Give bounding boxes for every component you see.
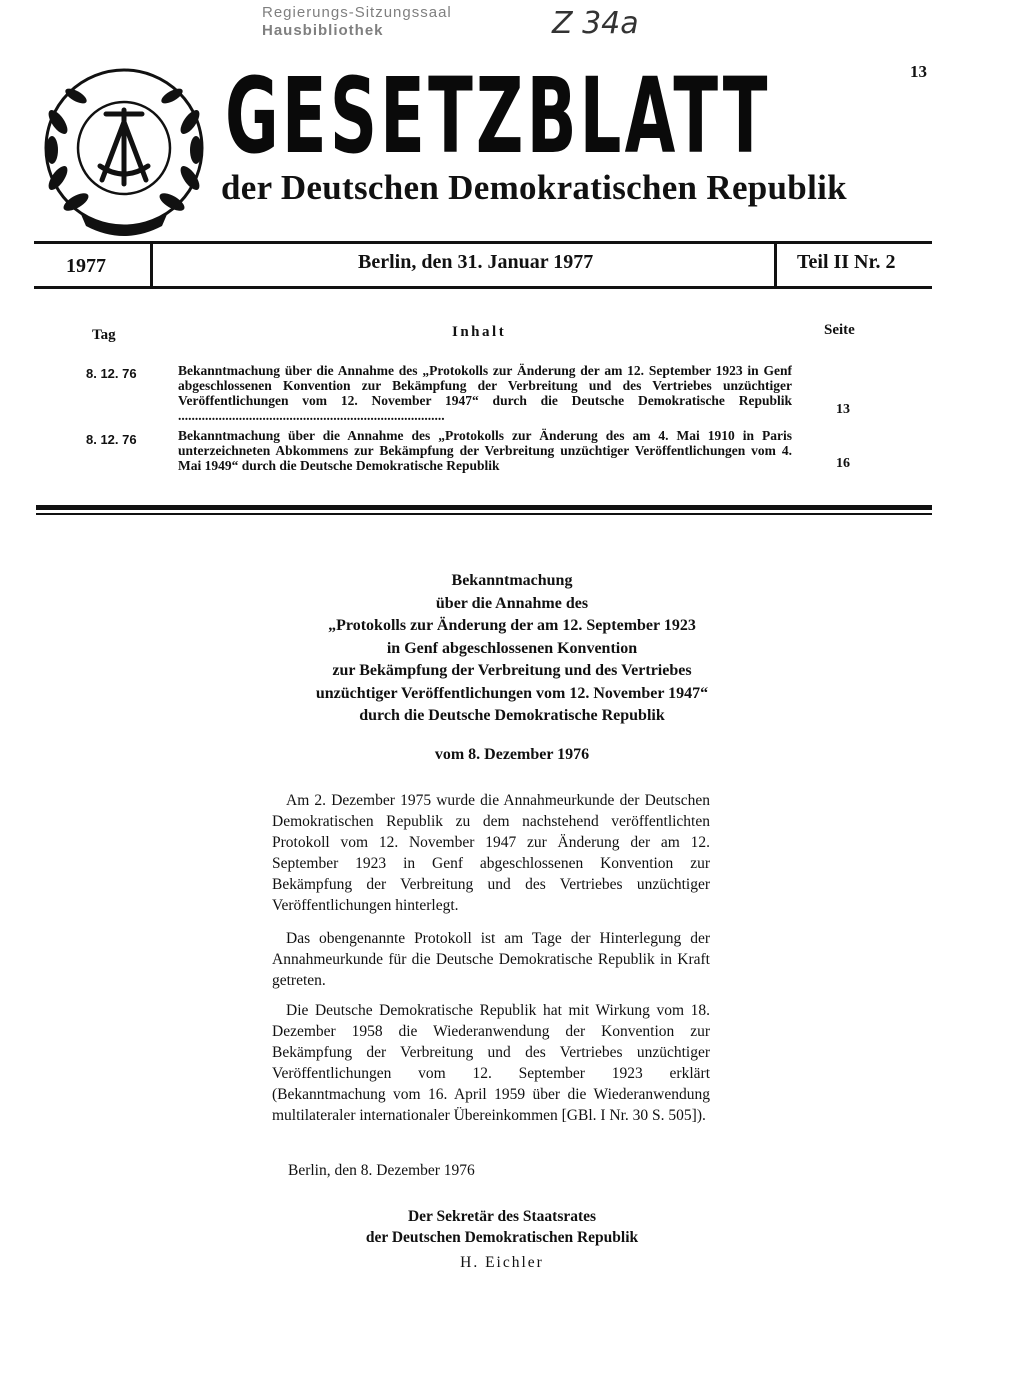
toc-entry-1-text: Bekanntmachung über die Annahme des „Protokolls zur Änderung der am 12. September 1923 in Genf abgeschlossenen Konvention zur Bekämpfung der Verbreitung und des Vertriebes unzüchtiger Veröffentlichungen vom 12. November 1947“ durch die Deutsche Demokratische Republik ............................................................................... — [178, 363, 792, 423]
paragraph-3: Die Deutsche Demokratische Republik hat mit Wirkung vom 18. Dezember 1958 die Wiederanwendung der Konvention zur Bekämpfung der Verbreitung und des Vertriebes unzüchtiger Veröffentlichungen vom 12. September 1923 erklärt (Bekanntmachung vom 16. April 1959 über die Wiederanwendung multilateraler internationaler Übereinkommen [GBl. I Nr. 30 S. 505]). — [272, 1002, 710, 1124]
issue-part: Teil II Nr. 2 — [797, 251, 896, 273]
announcement-title-line: „Protokolls zur Änderung der am 12. September 1923 — [328, 617, 696, 634]
announcement-title-line: durch die Deutsche Demokratische Republik — [359, 707, 665, 724]
announcement-title-line: unzüchtiger Veröffentlichungen vom 12. November 1947“ — [315, 684, 709, 702]
signatory-title-line-2: der Deutschen Demokratischen Republik — [365, 1229, 639, 1246]
announcement-title-line: über die Annahme des — [435, 594, 589, 612]
announcement-date: vom 8. Dezember 1976 — [434, 746, 590, 763]
toc-entry-2-text: Bekanntmachung über die Annahme des „Protokolls zur Änderung des am 4. Mai 1910 in Paris unterzeichneten Abkommens zur Bekämpfung der Verbreitung unzüchtiger Veröffentlichungen vom 4. Mai 1949“ durch die Deutsche Demokratische Republik — [178, 428, 792, 473]
stamp-line-1: Regierungs-Sitzungssaal — [262, 4, 452, 21]
signatory-block — [352, 1206, 652, 1248]
toc-entry-1-page: 13 — [836, 402, 850, 417]
page-number: 13 — [910, 62, 927, 81]
closing-place-date: Berlin, den 8. Dezember 1976 — [288, 1162, 475, 1179]
masthead-title: GESETZBLATT — [225, 55, 771, 177]
issue-bar-top-rule — [34, 241, 932, 244]
issue-bar-divider-right — [774, 243, 777, 287]
contents-rule-thick — [36, 505, 932, 510]
issue-year: 1977 — [66, 255, 106, 277]
contents-rule-thin — [36, 513, 932, 515]
issue-bar-bottom-rule — [34, 286, 932, 289]
stamp-line-2: Hausbibliothek — [262, 22, 384, 39]
issue-place-date: Berlin, den 31. Januar 1977 — [358, 251, 594, 273]
toc-entry-2-date: 8. 12. 76 — [86, 432, 137, 447]
state-emblem-icon — [36, 62, 212, 238]
paragraph-1: Am 2. Dezember 1975 wurde die Annahmeurkunde der Deutschen Demokratischen Republik zu dem nachstehend veröffentlichten Protokoll vom 12. November 1947 zur Änderung der am 12. September 1923 in Genf abgeschlossenen Konvention zur Bekämpfung der Verbreitung und des Vertriebes unzüchtiger Veröffentlichungen hinterlegt. — [272, 792, 710, 914]
toc-column-heading: Inhalt — [452, 324, 507, 340]
signatory-title-line-1: Der Sekretär des Staatsrates — [407, 1208, 597, 1225]
masthead-subtitle: der Deutschen Demokratischen Republik — [221, 168, 847, 207]
issue-bar-divider-left — [150, 243, 153, 287]
toc-column-date: Tag — [92, 327, 116, 343]
announcement-title — [180, 570, 844, 728]
toc-column-page: Seite — [824, 322, 855, 338]
announcement-title-line: Bekanntmachung — [451, 572, 573, 589]
announcement-title-line: in Genf abgeschlossenen Konvention — [386, 639, 638, 657]
paragraph-2: Das obengenannte Protokoll ist am Tage der Hinterlegung der Annahmeurkunde für die Deutsche Demokratische Republik in Kraft getreten. — [272, 930, 710, 989]
announcement-title-line: zur Bekämpfung der Verbreitung und des Vertriebes — [332, 662, 692, 679]
signatory-name: H. Eichler — [460, 1254, 544, 1271]
toc-entry-2-page: 16 — [836, 456, 850, 471]
library-stamp — [262, 4, 452, 40]
toc-entry-1-date: 8. 12. 76 — [86, 366, 137, 381]
handwritten-note: Z 34a — [552, 6, 639, 41]
